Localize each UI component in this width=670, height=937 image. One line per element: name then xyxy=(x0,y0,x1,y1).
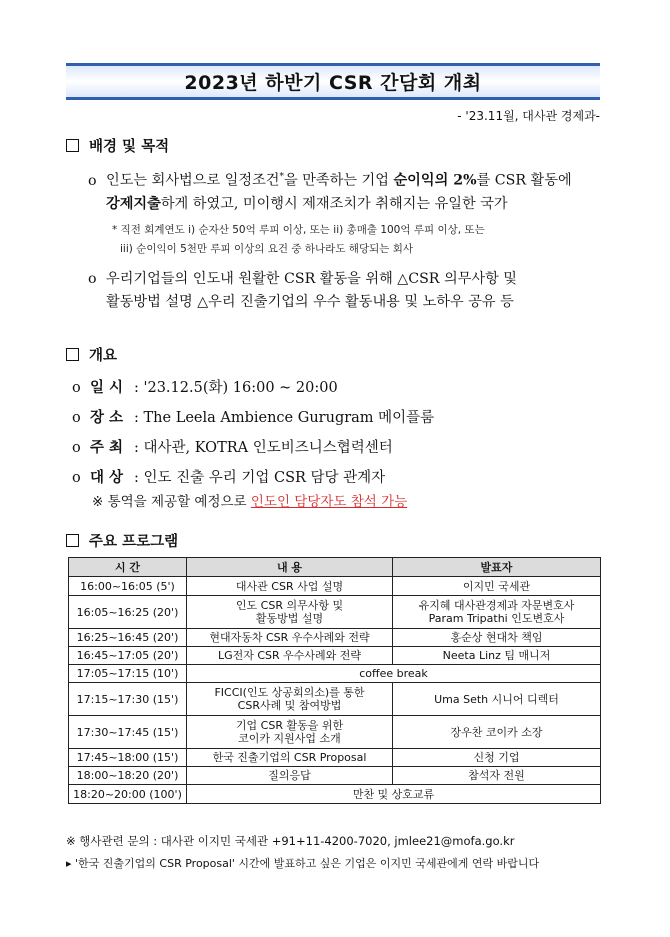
circle-bullet-icon: o xyxy=(88,172,97,189)
table-header: 시 간 xyxy=(69,558,187,577)
table-row xyxy=(69,596,601,629)
checkbox-square-icon xyxy=(66,348,79,361)
table-row xyxy=(69,629,601,647)
table-header: 발표자 xyxy=(393,558,601,577)
time-cell: 17:45~18:00 (15') xyxy=(69,749,187,767)
speaker-cell: 장우찬 코이카 소장 xyxy=(393,716,601,749)
time-cell: 17:15~17:30 (15') xyxy=(69,683,187,716)
table-header: 내 용 xyxy=(187,558,393,577)
section-heading: 주요 프로그램 xyxy=(89,534,179,550)
content-cell: 현대자동차 CSR 우수사례와 전략 xyxy=(187,629,393,647)
speaker-cell: 참석자 전원 xyxy=(393,767,601,785)
title-banner xyxy=(66,63,600,100)
table-row xyxy=(69,749,601,767)
date-line: - '23.11월, 대사관 경제과- xyxy=(457,109,600,123)
footnote: * 직전 회계연도 i) 순자산 50억 루피 이상, 또는 ii) 총매출 100억 루피 이상, 또는 iii) 순이익이 5천만 루피 이상의 요건 중 하나라도 해당되는 회사 xyxy=(112,224,485,255)
time-cell: 18:20~20:00 (100') xyxy=(69,785,187,804)
program-table xyxy=(68,557,601,804)
speaker-cell: 유지혜 대사관경제과 자문변호사 Param Tripathi 인도변호사 xyxy=(393,596,601,629)
time-cell: 18:00~18:20 (20') xyxy=(69,767,187,785)
program-table-wrap xyxy=(68,557,601,804)
table-row xyxy=(69,716,601,749)
circle-bullet-icon: o xyxy=(72,440,81,456)
time-cell: 17:30~17:45 (15') xyxy=(69,716,187,749)
content-cell: 대사관 CSR 사업 설명 xyxy=(187,577,393,596)
table-row xyxy=(69,785,601,804)
interpretation-note: ※ 통역을 제공할 예정으로 인도인 담당자도 참석 가능 xyxy=(92,494,408,510)
table-row xyxy=(69,683,601,716)
merged-cell: coffee break xyxy=(187,665,601,683)
circle-bullet-icon: o xyxy=(72,380,81,396)
table-row xyxy=(69,577,601,596)
bullet-purpose: o 우리기업들의 인도내 원활한 CSR 활동을 위해 △CSR 의무사항 및 활동방법 설명 △우리 진출기업의 우수 활동내용 및 노하우 공유 등 xyxy=(88,268,608,314)
speaker-cell: 이지민 국세관 xyxy=(393,577,601,596)
content-cell: 인도 CSR 의무사항 및 활동방법 설명 xyxy=(187,596,393,629)
time-cell: 16:45~17:05 (20') xyxy=(69,647,187,665)
table-row xyxy=(69,665,601,683)
circle-bullet-icon: o xyxy=(88,271,97,287)
table-row xyxy=(69,647,601,665)
section-background xyxy=(66,135,169,156)
content-cell: 질의응답 xyxy=(187,767,393,785)
time-cell: 17:05~17:15 (10') xyxy=(69,665,187,683)
overview-item: o 주 최 : 대사관, KOTRA 인도비즈니스협력센터 xyxy=(72,433,612,463)
speaker-cell: Neeta Linz 팀 매니저 xyxy=(393,647,601,665)
checkbox-square-icon xyxy=(66,139,79,152)
section-program xyxy=(66,530,178,551)
proposal-note: ▸ '한국 진출기업의 CSR Proposal' 시간에 발표하고 싶은 기업은 이지민 국세관에게 연락 바랍니다 xyxy=(66,857,540,870)
speaker-cell: 신청 기업 xyxy=(393,749,601,767)
circle-bullet-icon: o xyxy=(72,410,81,426)
time-cell: 16:25~16:45 (20') xyxy=(69,629,187,647)
section-overview xyxy=(66,344,117,365)
merged-cell: 만찬 및 상호교류 xyxy=(187,785,601,804)
overview-list xyxy=(72,373,612,493)
content-cell: 한국 진출기업의 CSR Proposal xyxy=(187,749,393,767)
overview-item: o 대 상 : 인도 진출 우리 기업 CSR 담당 관계자 xyxy=(72,463,612,493)
content-cell: 기업 CSR 활동을 위한 코이카 지원사업 소개 xyxy=(187,716,393,749)
table-row xyxy=(69,767,601,785)
program-rows xyxy=(69,577,601,804)
bullet-background: o 인도는 회사법으로 일정조건*을 만족하는 기업 순이익의 2%를 CSR 활동에 강제지출하게 하였고, 미이행시 제재조치가 취해지는 유일한 국가 xyxy=(88,166,608,216)
speaker-cell: 홍순상 현대차 책임 xyxy=(393,629,601,647)
content-cell: LG전자 CSR 우수사례와 전략 xyxy=(187,647,393,665)
contact-note: ※ 행사관련 문의 : 대사관 이지민 국세관 +91+11-4200-7020, jmlee21@mofa.go.kr xyxy=(66,834,515,848)
section-heading: 배경 및 목적 xyxy=(89,139,170,155)
page-title: 2023년 하반기 CSR 간담회 개최 xyxy=(184,72,482,94)
time-cell: 16:05~16:25 (20') xyxy=(69,596,187,629)
overview-item: o 일 시 : '23.12.5(화) 16:00 ~ 20:00 xyxy=(72,373,612,403)
section-heading: 개요 xyxy=(89,348,118,364)
circle-bullet-icon: o xyxy=(72,470,81,486)
speaker-cell: Uma Seth 시니어 디렉터 xyxy=(393,683,601,716)
overview-item: o 장 소 : The Leela Ambience Gurugram 메이플룸 xyxy=(72,403,612,433)
content-cell: FICCI(인도 상공회의소)를 통한 CSR사례 및 참여방법 xyxy=(187,683,393,716)
checkbox-square-icon xyxy=(66,534,79,547)
time-cell: 16:00~16:05 (5') xyxy=(69,577,187,596)
